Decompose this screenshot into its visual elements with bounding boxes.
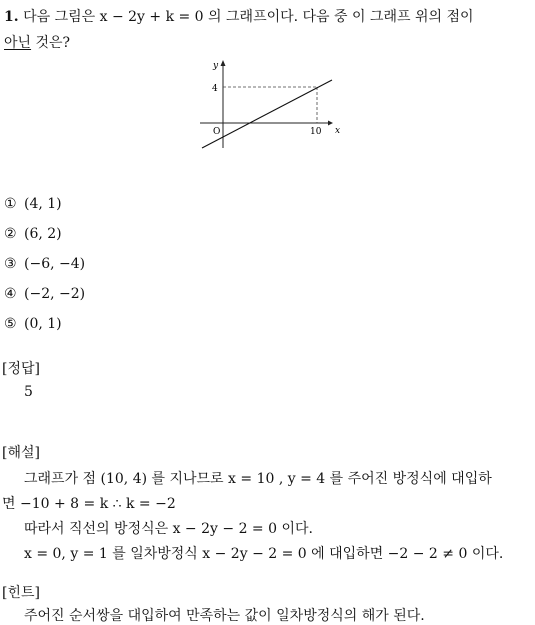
x-axis-label: x	[335, 126, 340, 136]
graph-line	[202, 80, 332, 148]
question-line-2	[4, 32, 70, 52]
choice-2-mark: ②	[4, 226, 17, 242]
choice-3-text: (−6, −4)	[24, 256, 86, 272]
hint-heading: [힌트]	[2, 585, 40, 601]
x-axis-arrow	[328, 121, 333, 126]
choice-1[interactable]	[4, 196, 62, 212]
choice-5-mark: ⑤	[4, 316, 17, 332]
hint-line-1: 주어진 순서쌍을 대입하여 만족하는 값이 일차방정식의 해가 된다.	[24, 608, 425, 624]
choice-1-mark: ①	[4, 196, 17, 212]
answer-heading: [정답]	[2, 361, 40, 377]
explanation-line-3: 따라서 직선의 방정식은 x − 2y − 2 = 0 이다.	[24, 521, 313, 537]
answer-value: 5	[24, 384, 33, 400]
choice-3-mark: ③	[4, 256, 17, 272]
question-line-1	[4, 6, 474, 26]
y-tick-label: 4	[212, 84, 218, 94]
choice-2[interactable]	[4, 226, 62, 242]
y-axis-arrow	[221, 60, 226, 66]
choice-4-mark: ④	[4, 286, 17, 302]
choice-5-text: (0, 1)	[24, 316, 62, 332]
question-text-end: 것은?	[31, 35, 71, 51]
choice-3[interactable]	[4, 256, 85, 272]
line-graph	[196, 56, 340, 152]
choice-4-text: (−2, −2)	[24, 286, 86, 302]
explanation-line-1: 그래프가 점 (10, 4) 를 지나므로 x = 10 , y = 4 를 주어진 방정식에 대입하	[24, 471, 492, 487]
origin-label: O	[213, 127, 221, 137]
explanation-line-2: 면 −10 + 8 = k ∴ k = −2	[2, 496, 176, 512]
choice-2-text: (6, 2)	[24, 226, 62, 242]
question-text: 다음 그림은 x − 2y + k = 0 의 그래프이다. 다음 중 이 그래프 위의 점이	[23, 9, 474, 25]
question-number: 1.	[4, 9, 19, 25]
explanation-line-4: x = 0, y = 1 를 일차방정식 x − 2y − 2 = 0 에 대입하면 −2 − 2 ≠ 0 이다.	[24, 546, 504, 562]
x-tick-label: 10	[310, 127, 322, 137]
explanation-heading: [해설]	[2, 445, 40, 461]
y-axis-label: y	[213, 61, 219, 71]
question-underlined-word: 아닌	[4, 35, 32, 51]
choice-5[interactable]	[4, 316, 62, 332]
choice-1-text: (4, 1)	[24, 196, 62, 212]
choice-4[interactable]	[4, 286, 85, 302]
